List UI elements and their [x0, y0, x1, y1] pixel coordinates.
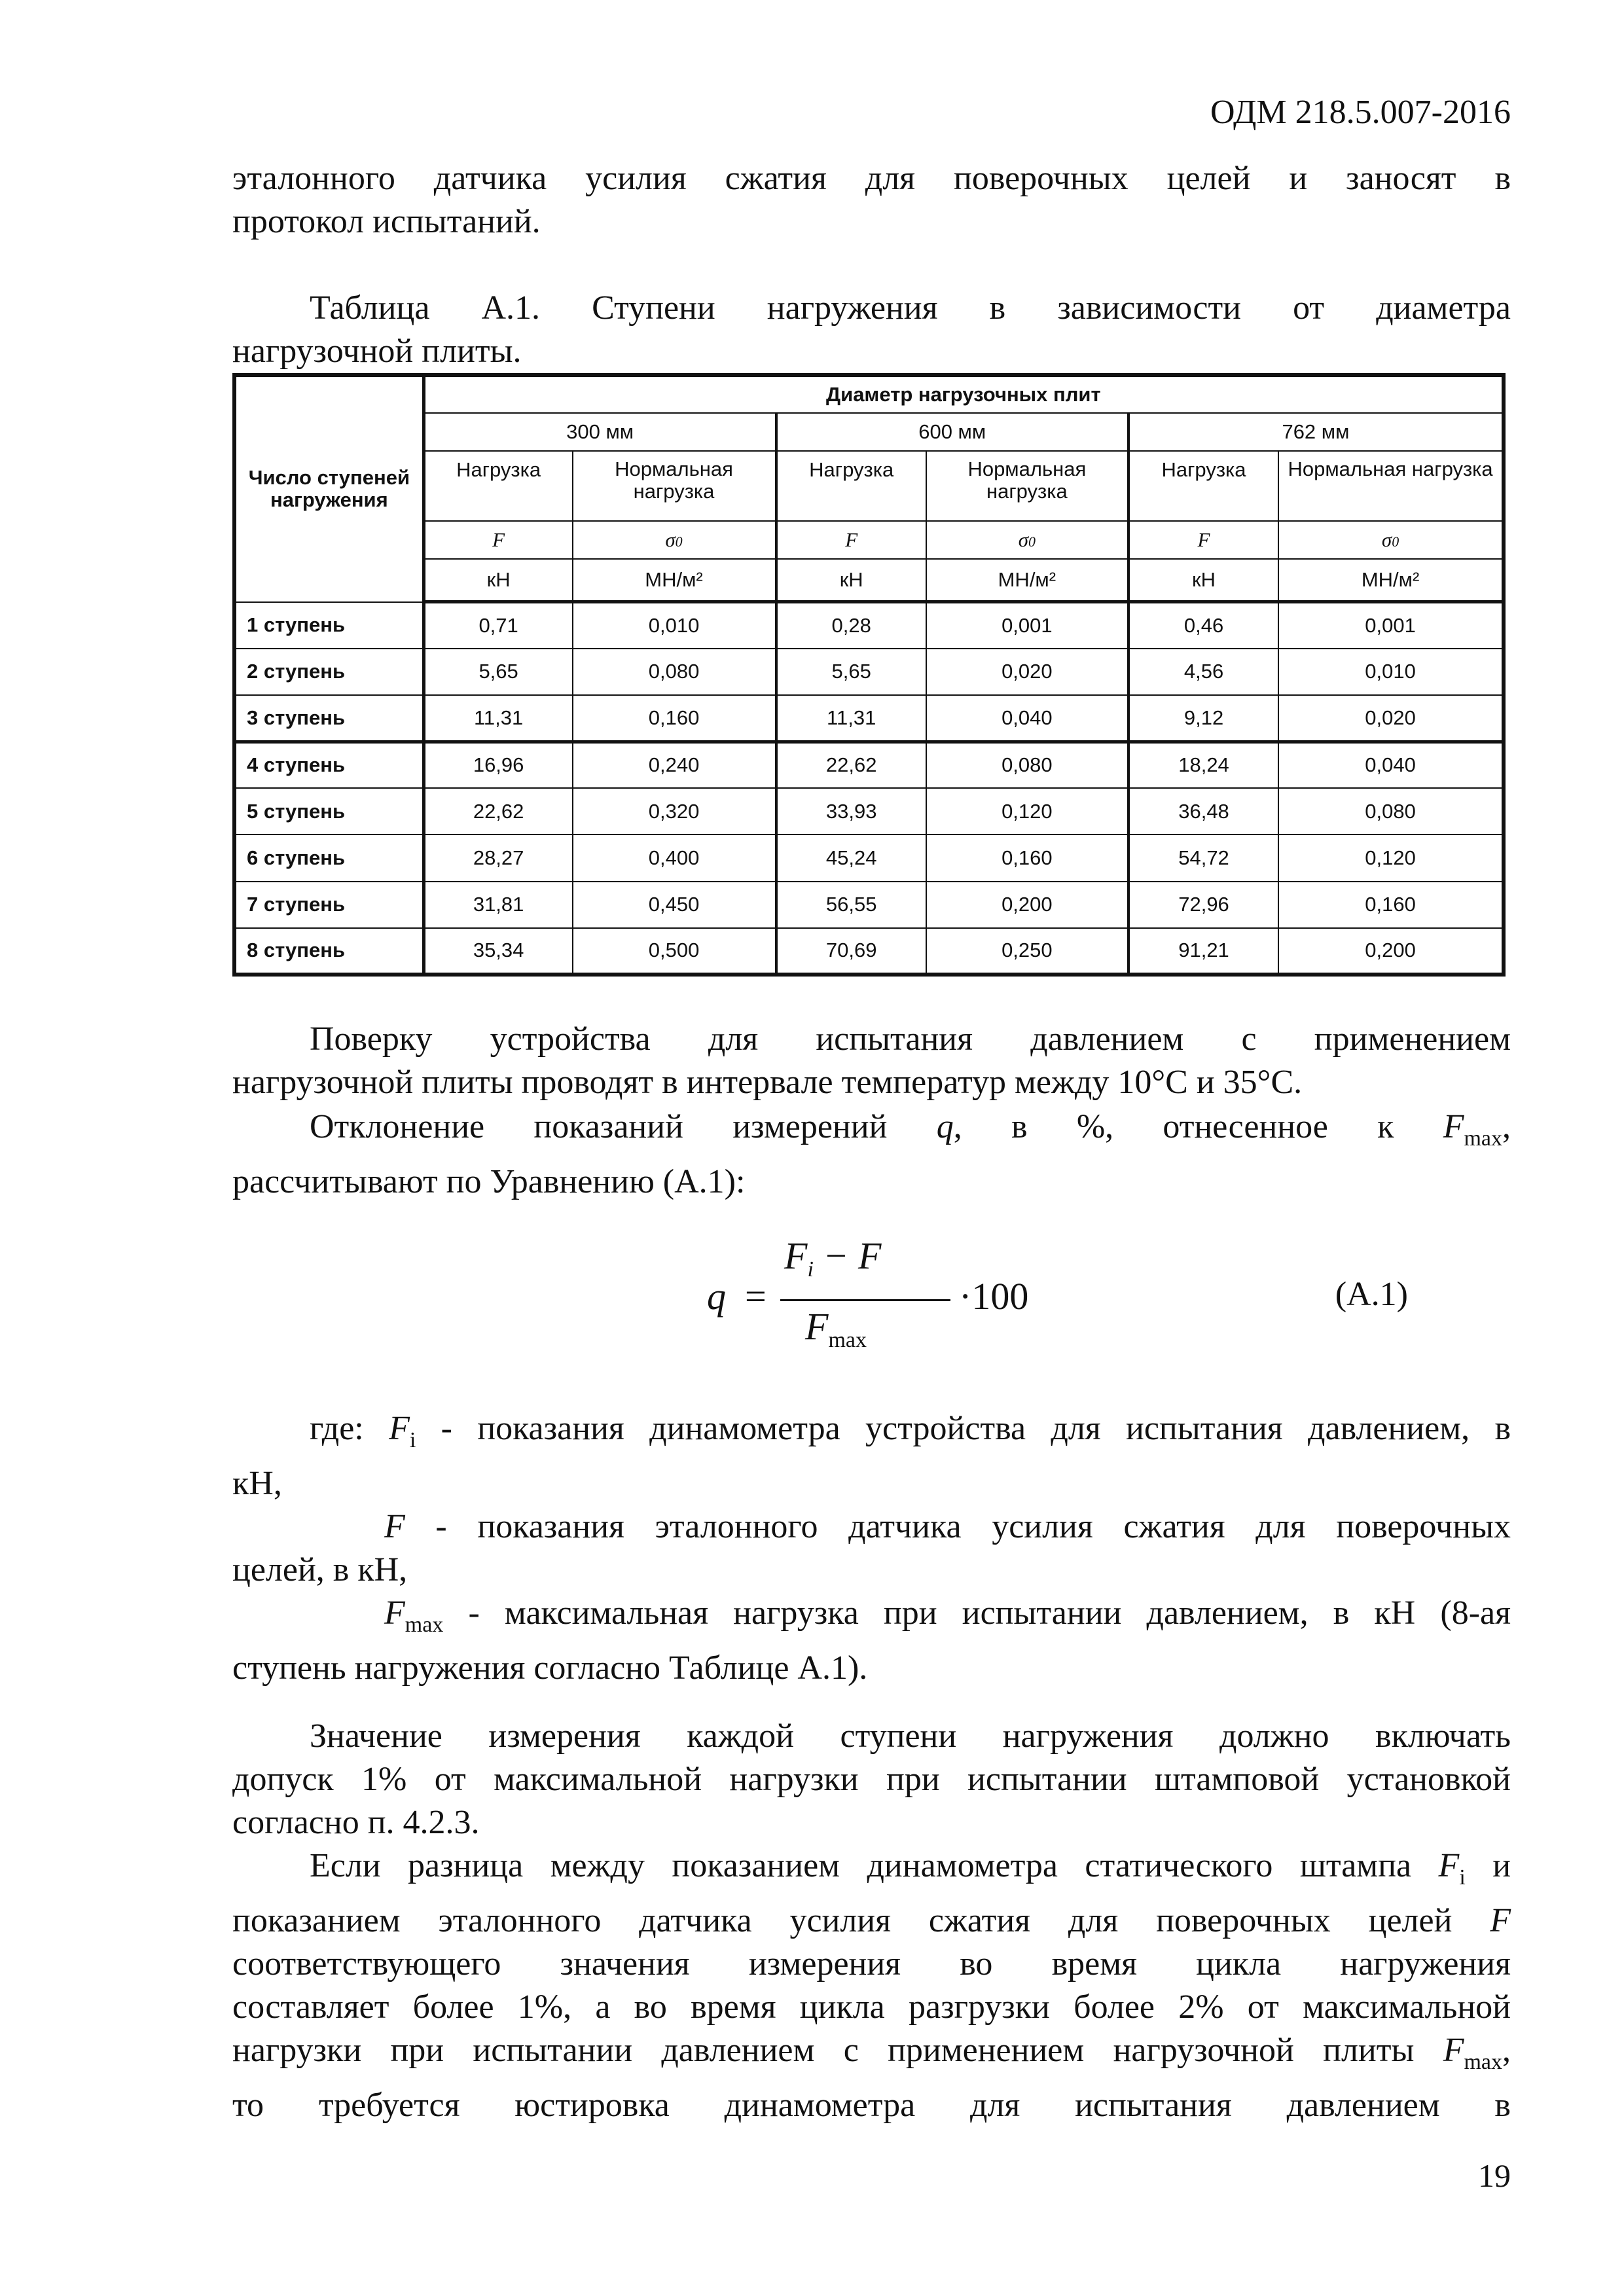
load-stages-table	[232, 373, 1506, 977]
formula-number: (А.1)	[1335, 1276, 1408, 1313]
p3-line-1: Значение измерения каждой ступени нагружения должно включать	[310, 1717, 1511, 1755]
p2-line-2: рассчитывают по Уравнению (А.1):	[232, 1163, 746, 1200]
p3-line-2: допуск 1% от максимальной нагрузки при испытании штамповой установкой	[232, 1761, 1511, 1798]
table-cell: 0,250	[926, 928, 1128, 975]
normal-load-label-762: Нормальная нагрузка	[1278, 451, 1504, 521]
table-cell: 0,020	[1278, 695, 1504, 742]
table-cell: 72,96	[1128, 882, 1278, 928]
table-cell: 11,31	[424, 695, 572, 742]
legend-line-1: где: $F_i$ - показания динамометра устройства для испытания давлением, в	[310, 1410, 1511, 1452]
diameter-header: Диаметр нагрузочных плит	[424, 375, 1504, 413]
table-row	[234, 649, 1504, 695]
document-code: ОДМ 218.5.007-2016	[1210, 94, 1511, 131]
table-cell: 4,56	[1128, 649, 1278, 695]
paragraph-temperature	[232, 1018, 1511, 1104]
load-unit-300: кН	[424, 559, 572, 602]
table-cell: 0,71	[424, 602, 572, 649]
stage-label: 2 ступень	[234, 649, 424, 695]
p1-line-1: Поверку устройства для испытания давлением с применением	[310, 1020, 1511, 1058]
p4-line-6: то требуется юстировка динамометра для испытания давлением в	[232, 2087, 1511, 2124]
normal-load-label-600: Нормальная нагрузка	[926, 451, 1128, 521]
p4-line-4: составляет более 1%, а во время цикла разгрузки более 2% от максимальной	[232, 1988, 1511, 2026]
p3-line-3: согласно п. 4.2.3.	[232, 1804, 480, 1841]
table-cell: 54,72	[1128, 834, 1278, 881]
page-number: 19	[1478, 2157, 1511, 2194]
table-cell: 0,400	[573, 834, 776, 881]
legend-line-2: кН,	[232, 1465, 282, 1502]
table-cell: 0,28	[776, 602, 926, 649]
stage-label: 7 ступень	[234, 882, 424, 928]
formula-legend	[232, 1407, 1511, 1690]
table-cell: 22,62	[776, 742, 926, 788]
intro-line-2: протокол испытаний.	[232, 203, 541, 240]
table-caption-line-1: Таблица А.1. Ступени нагружения в зависимости от диаметра	[310, 289, 1511, 327]
table-cell: 0,120	[926, 788, 1128, 834]
legend-line-6: ступень нагружения согласно Таблице А.1).	[232, 1649, 868, 1687]
formula-denominator: $F_{max}$	[805, 1305, 867, 1352]
diameter-600: 600 мм	[776, 413, 1128, 451]
table-cell: 0,500	[573, 928, 776, 975]
table-cell: 0,320	[573, 788, 776, 834]
table-cell: 5,65	[776, 649, 926, 695]
stage-label: 1 ступень	[234, 602, 424, 649]
table-row	[234, 742, 1504, 788]
table-cell: 5,65	[424, 649, 572, 695]
table-cell: 0,200	[1278, 928, 1504, 975]
table-cell: 9,12	[1128, 695, 1278, 742]
table-row	[234, 882, 1504, 928]
table-cell: 16,96	[424, 742, 572, 788]
normal-load-label-300: Нормальная нагрузка	[573, 451, 776, 521]
table-cell: 0,160	[573, 695, 776, 742]
table-cell: 0,450	[573, 882, 776, 928]
p4-line-5: нагрузки при испытании давлением с применением нагрузочной плиты $F_{max}$,	[232, 2032, 1511, 2074]
table-cell: 35,34	[424, 928, 572, 975]
p4-line-1: Если разница между показанием динамометра статического штампа $F_i$ и	[310, 1847, 1511, 1890]
stage-label: 4 ступень	[234, 742, 424, 788]
diameter-300: 300 мм	[424, 413, 776, 451]
table-cell: 28,27	[424, 834, 572, 881]
table-cell: 0,46	[1128, 602, 1278, 649]
load-symbol-600: F	[776, 521, 926, 559]
table-cell: 0,040	[926, 695, 1128, 742]
paragraph-tolerance	[232, 1715, 1511, 1844]
table-row	[234, 928, 1504, 975]
stage-label: 3 ступень	[234, 695, 424, 742]
table-cell: 33,93	[776, 788, 926, 834]
table-cell: 0,080	[1278, 788, 1504, 834]
paragraph-adjustment	[232, 1844, 1511, 2127]
load-label-600: Нагрузка	[776, 451, 926, 521]
table-cell: 0,080	[573, 649, 776, 695]
table-cell: 91,21	[1128, 928, 1278, 975]
table-cell: 0,120	[1278, 834, 1504, 881]
normal-symbol-300: σ0	[573, 521, 776, 559]
p1-line-2: нагрузочной плиты проводят в интервале температур между 10°С и 35°С.	[232, 1064, 1303, 1101]
table-cell: 0,160	[1278, 882, 1504, 928]
intro-paragraph	[232, 157, 1511, 243]
legend-line-5: $F_{max}$ - максимальная нагрузка при испытании давлением, в кН (8-ая	[384, 1594, 1511, 1637]
table-cell: 0,240	[573, 742, 776, 788]
stage-label: 8 ступень	[234, 928, 424, 975]
normal-unit-762: МН/м²	[1278, 559, 1504, 602]
formula-fraction-bar	[780, 1299, 950, 1301]
table-cell: 0,080	[926, 742, 1128, 788]
table-cell: 45,24	[776, 834, 926, 881]
formula-q: q	[707, 1275, 726, 1318]
table-cell: 0,001	[926, 602, 1128, 649]
stage-label: 5 ступень	[234, 788, 424, 834]
normal-unit-300: МН/м²	[573, 559, 776, 602]
load-label-300: Нагрузка	[424, 451, 572, 521]
paragraph-deviation	[232, 1105, 1511, 1204]
table-row	[234, 602, 1504, 649]
diameter-762: 762 мм	[1128, 413, 1504, 451]
p4-line-3: соответствующего значения измерения во время цикла нагружения	[232, 1945, 1511, 1982]
table-cell: 0,160	[926, 834, 1128, 881]
table-cell: 18,24	[1128, 742, 1278, 788]
load-unit-600: кН	[776, 559, 926, 602]
normal-symbol-600: σ0	[926, 521, 1128, 559]
table-row	[234, 788, 1504, 834]
table-cell: 0,001	[1278, 602, 1504, 649]
stage-label: 6 ступень	[234, 834, 424, 881]
load-label-762: Нагрузка	[1128, 451, 1278, 521]
formula-numerator: $F_i - F$	[784, 1234, 882, 1282]
p2-line-1: Отклонение показаний измерений q, в %, отнесенное к $F_{max}$,	[310, 1108, 1511, 1151]
load-unit-762: кН	[1128, 559, 1278, 602]
table-cell: 0,020	[926, 649, 1128, 695]
normal-unit-600: МН/м²	[926, 559, 1128, 602]
table-cell: 11,31	[776, 695, 926, 742]
load-symbol-762: F	[1128, 521, 1278, 559]
table-cell: 56,55	[776, 882, 926, 928]
table-cell: 70,69	[776, 928, 926, 975]
legend-line-4: целей, в кН,	[232, 1551, 408, 1588]
table-cell: 36,48	[1128, 788, 1278, 834]
normal-symbol-762: σ0	[1278, 521, 1504, 559]
stage-count-header: Число ступеней нагружения	[234, 375, 424, 602]
legend-line-3: F - показания эталонного датчика усилия сжатия для поверочных	[384, 1508, 1511, 1545]
table-caption	[232, 287, 1511, 373]
formula-factor: ·100	[959, 1275, 1029, 1318]
formula-equals: =	[745, 1275, 767, 1318]
table-cell: 22,62	[424, 788, 572, 834]
table-cell: 0,010	[1278, 649, 1504, 695]
table-cell: 0,200	[926, 882, 1128, 928]
table-cell: 0,040	[1278, 742, 1504, 788]
intro-line-1: эталонного датчика усилия сжатия для поверочных целей и заносят в	[232, 160, 1511, 197]
p4-line-2: показанием эталонного датчика усилия сжатия для поверочных целей F	[232, 1902, 1511, 1939]
table-cell: 0,010	[573, 602, 776, 649]
table-row	[234, 695, 1504, 742]
table-caption-line-2: нагрузочной плиты.	[232, 332, 522, 370]
load-symbol-300: F	[424, 521, 572, 559]
table-cell: 31,81	[424, 882, 572, 928]
table-row	[234, 834, 1504, 881]
